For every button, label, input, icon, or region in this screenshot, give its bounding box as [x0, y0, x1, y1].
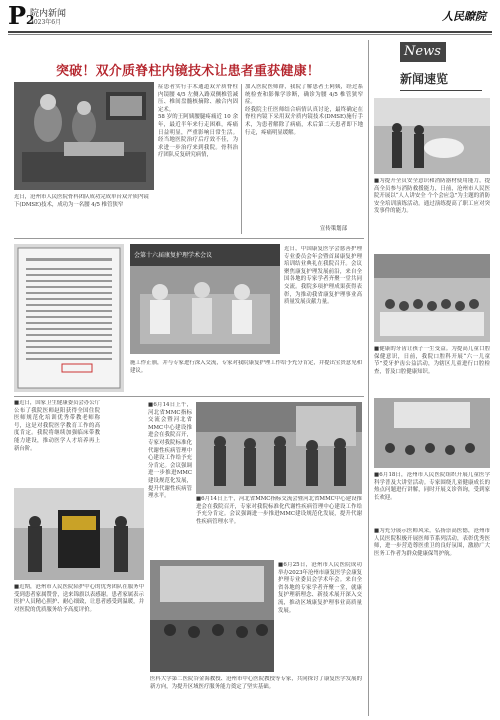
- news-brief-3: ■6月18日，沧州市人民医院组织开展儿童医学科学普及大讲堂活动。专家围绕儿童健康成长的热点问题进行讲解，同时开展义诊咨询，受到家长欢迎。: [374, 472, 490, 501]
- news-title: 新闻速览: [400, 72, 449, 86]
- children-group-icon: [374, 254, 490, 342]
- story2-bottom-rule: [14, 396, 364, 397]
- award-banner-icon: [14, 488, 144, 580]
- surgery-photo: [14, 82, 154, 190]
- news-brief-4: ■为充分展示医师风采，弘扬崇高医德，沧州市人民医院积极开展医师节系列活动，表彰优秀医师，进一步营造尊医重卫的良好氛围，激励广大医务工作者为群众健康保驾护航。: [374, 528, 490, 557]
- rehab-meeting-photo: [130, 244, 280, 354]
- dental-photo: [374, 254, 490, 342]
- story2-text: 近日，中国康复医学会慈善护理专业委员会年会暨首届康复护理培训结业典礼在我院召开。会议聚焦康复护理发展前沿，来自全国各地的专家学者齐聚一堂共同交流。我院多项护理成果获得表彰，为推动我省康复护理事业高质量发展贡献力量。: [284, 246, 362, 306]
- lecture-hall-icon: [374, 398, 490, 468]
- top-story-col2: 症患者实行手术通道双介质脊柱内镜腰 4/5 左侧入路双侧椎管减压、椎间盘髓核摘除、融合内固定术。 58 岁的王阿姨腰腿疼痛近 10 余年，最近半年来行走困难，疼痛日益明显，严重影响日常生活。经当地医院治疗后疗效不佳，为求进一步治疗来到我院。骨科治疗团队反复研究病情，: [158, 84, 238, 159]
- masthead: [8, 1, 492, 30]
- news-brief-1: ■为提升全员安全意识和消防器材使用能力，提高全员参与消防救援能力，日前，沧州市人民医院开展以“人人讲安全 个个会应急”为主题的消防安全培训演练活动。通过演练提高了职工应对突发事件的能力。: [374, 178, 490, 215]
- paper-name: 人民瞭院: [442, 10, 486, 23]
- meeting-banner: 会第十六届康复护理学术会议: [134, 252, 213, 259]
- certificate-photo: [14, 244, 124, 392]
- header-rule: [8, 31, 492, 33]
- section-name: 院内新闻: [30, 9, 67, 19]
- top-story-caption: 近日，沧州市人民医院骨科团队成功完成单台双介质内镜下(DMSE)技术，成功为一名腰 4/5 椎管狭窄: [14, 194, 149, 208]
- headline: 突破！双介质脊柱内镜技术让患者重获健康！: [55, 64, 320, 79]
- story6-text: ■6月25日，沧州市人民医院成功举办2023年沧州市康复医学会康复护理专业委员会学术年会。来自全省各地的专家学者齐聚一堂，就康复护理新理念、新技术展开深入交流，推动区域康复护理事业高质量发展。: [278, 562, 362, 614]
- fire-drill-photo: [374, 98, 490, 174]
- conference-room-icon: [150, 560, 274, 672]
- banner-photo: [14, 488, 144, 580]
- story3-tail: 施工作正颁，并与专家进行深入交流，专家对我院康复护理工作给予充分肯定，并提出宝贵意见和建议。: [130, 360, 362, 374]
- bottom-strip-text: 医科大学第二医院谷金海教授、沧州市中心医院教授等专家，共同探讨了康复医学发展的新方向，为提升区域医疗服务能力奠定了坚实基础。: [150, 676, 362, 690]
- lecture-photo: [374, 398, 490, 468]
- top-story-author: 宣传策划部: [320, 226, 347, 232]
- story4-more: ■6月14日上午，河北省MMC指标交流会暨河北省MMC中心建设推进会在我院召开，专家对我院标准化代谢性疾病管理中心建设工作给予充分肯定。会议强调进一步推进MMC建设规范化发展，提升代谢性疾病管理水平。: [196, 496, 362, 525]
- mmc-photo: [196, 402, 362, 494]
- col-divider: [241, 84, 242, 234]
- top-story-col3: 加入医院医师群，我院了解患者王阿姨，经过系统检查和影像学诊断，确诊为腰 4/5 椎管狭窄症。 经我院主任医师结合病情认真讨论，最终确定在脊柱内镜下采用双介质内镜技术(DMSE)施行手术，为患者解除了病痛，术后第二天患者即下地行走，疼痛明显缓解。: [245, 84, 363, 136]
- meeting-scene-icon: [130, 244, 280, 354]
- story4-text: ■6月14日上午，河北省MMC指标交流会暨河北省MMC中心建设推进会在我院召开，专家对我院标准化代谢性疾病管理中心建设工作给予充分肯定。会议强调进一步推进MMC建设规范化发展，提升代谢性疾病管理水平。: [148, 402, 192, 500]
- right-column-divider: [368, 40, 369, 716]
- fire-extinguisher-icon: [374, 98, 490, 174]
- top-story-bottom-rule: [14, 238, 364, 239]
- header-rule-thin: [8, 34, 492, 35]
- group-standing-icon: [196, 402, 362, 494]
- story3-text: ■近日，国家卫生健康委员会办公厅公布了我院医师赵阳获得全国住院医师规范化培训优秀带教老师称号，这是对我院医学教育工作的高度肯定。我院将继续加强临床带教能力建设，推动医学人才培养再上新台阶。: [14, 400, 100, 452]
- story5-text: ■近期，沧州市人民医院陪护中心的优秀团队在服务中受到患者家属赞誉，送来锦旗以表感谢。患者家属表示医护人员精心照护、耐心细致，让患者感受到温暖，并对医院的优质服务给予高度评价。: [14, 584, 144, 613]
- issue-date: 2023年6月: [30, 19, 62, 26]
- page-number: P2: [8, 1, 35, 30]
- news-tag: News: [400, 42, 446, 62]
- document-list-icon: [14, 244, 124, 392]
- news-rule: [400, 90, 482, 91]
- news-brief-2: ■健康的牙齿让孩子一生受益。为提高儿童口腔保健意识，日前，我院口腔科开展“六一儿童节”爱牙护齿公益活动，为辖区儿童进行口腔检查，普及口腔健康知识。: [374, 346, 490, 375]
- surgery-scene-icon: [14, 82, 154, 190]
- conference-photo: [150, 560, 274, 672]
